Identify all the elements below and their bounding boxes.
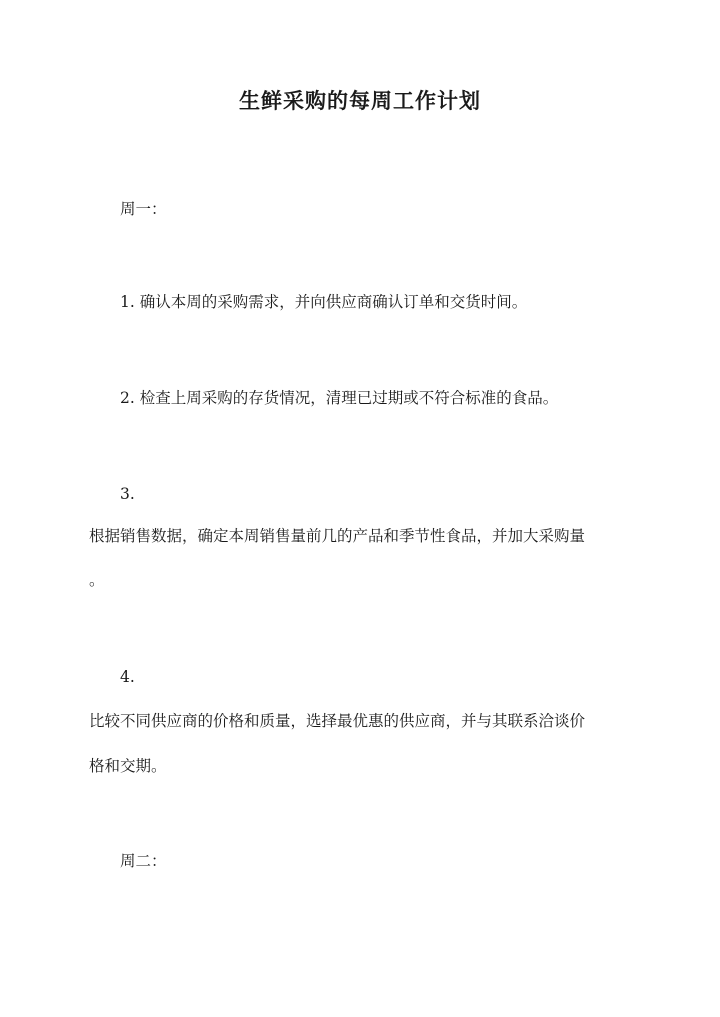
list-item-4-text-line2: 格和交期。 [89,757,167,775]
list-item-3-number: 3. [120,485,135,503]
list-item-1: 1. 确认本周的采购需求，并向供应商确认订单和交货时间。 [120,293,528,311]
list-item-3-text-line1: 根据销售数据，确定本周销售量前几的产品和季节性食品，并加大采购量 [89,527,586,545]
list-item-4-text-line1: 比较不同供应商的价格和质量，选择最优惠的供应商，并与其联系洽谈价 [89,712,586,730]
list-item-4-number: 4. [120,668,135,686]
tuesday-heading: 周二： [120,852,167,870]
list-item-3-text-line2: 。 [89,571,105,589]
monday-heading: 周一： [120,200,167,218]
document-title: 生鲜采购的每周工作计划 [239,88,481,113]
list-item-2: 2. 检查上周采购的存货情况，清理已过期或不符合标准的食品。 [120,389,559,407]
